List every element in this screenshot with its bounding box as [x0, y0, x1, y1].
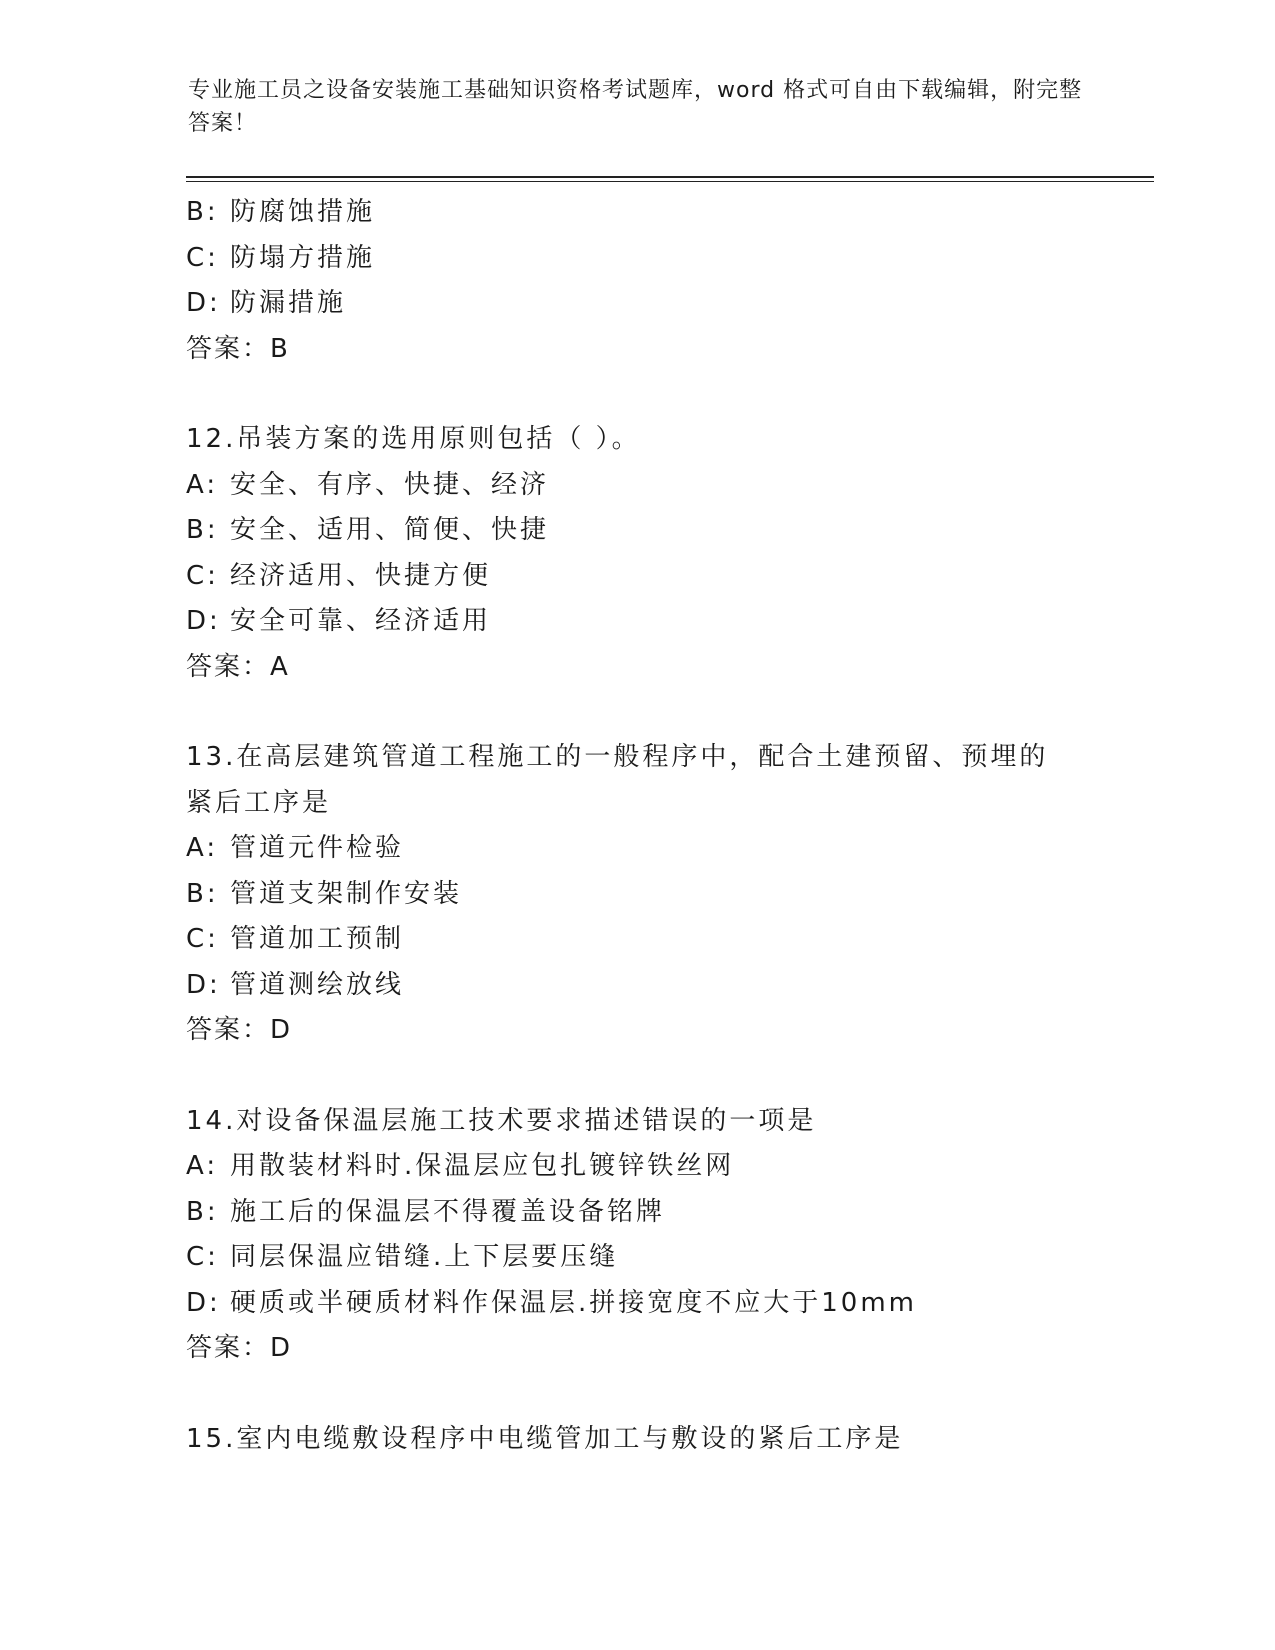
header-divider	[186, 176, 1154, 178]
option-a: A: 安全、有序、快捷、经济	[186, 469, 550, 500]
question-stem: 15.室内电缆敷设程序中电缆管加工与敷设的紧后工序是	[186, 1423, 904, 1454]
option-c: C: 同层保温应错缝.上下层要压缝	[186, 1242, 619, 1272]
question-14	[186, 1099, 1126, 1372]
answer: 答案：D	[186, 1015, 293, 1045]
option-d: D: 硬质或半硬质材料作保温层.拼接宽度不应大于10mm	[186, 1287, 918, 1318]
option-b: B: 安全、适用、简便、快捷	[186, 515, 550, 545]
answer: 答案：B	[186, 333, 290, 364]
option-b: B: 防腐蚀措施	[186, 197, 376, 227]
question-stem: 12.吊装方案的选用原则包括（ ）。	[186, 424, 641, 454]
question-11-tail	[186, 190, 1126, 372]
option-a: A: 用散装材料时.保温层应包扎镀锌铁丝网	[186, 1151, 735, 1181]
document-header	[188, 74, 1088, 140]
question-stem: 14.对设备保温层施工技术要求描述错误的一项是	[186, 1105, 817, 1136]
option-d: D: 安全可靠、经济适用	[186, 606, 492, 636]
option-b: B: 管道支架制作安装	[186, 878, 463, 909]
question-12	[186, 417, 1126, 690]
question-stem: 13.在高层建筑管道工程施工的一般程序中，配合土建预留、预埋的紧后工序是	[186, 742, 1049, 818]
question-15	[186, 1417, 1126, 1463]
option-c: C: 防塌方措施	[186, 242, 376, 273]
answer: 答案：D	[186, 1333, 293, 1363]
question-list	[186, 190, 1126, 1462]
option-d: D: 防漏措施	[186, 288, 347, 318]
question-13	[186, 735, 1126, 1054]
option-a: A: 管道元件检验	[186, 833, 405, 863]
header-title: 专业施工员之设备安装施工基础知识资格考试题库，word 格式可自由下载编辑，附完整答案！	[188, 78, 1083, 136]
option-c: C: 管道加工预制	[186, 924, 405, 954]
option-c: C: 经济适用、快捷方便	[186, 560, 492, 591]
answer: 答案：A	[186, 651, 290, 682]
header-divider-thin	[186, 181, 1154, 182]
option-b: B: 施工后的保温层不得覆盖设备铭牌	[186, 1196, 666, 1227]
option-d: D: 管道测绘放线	[186, 969, 405, 1000]
